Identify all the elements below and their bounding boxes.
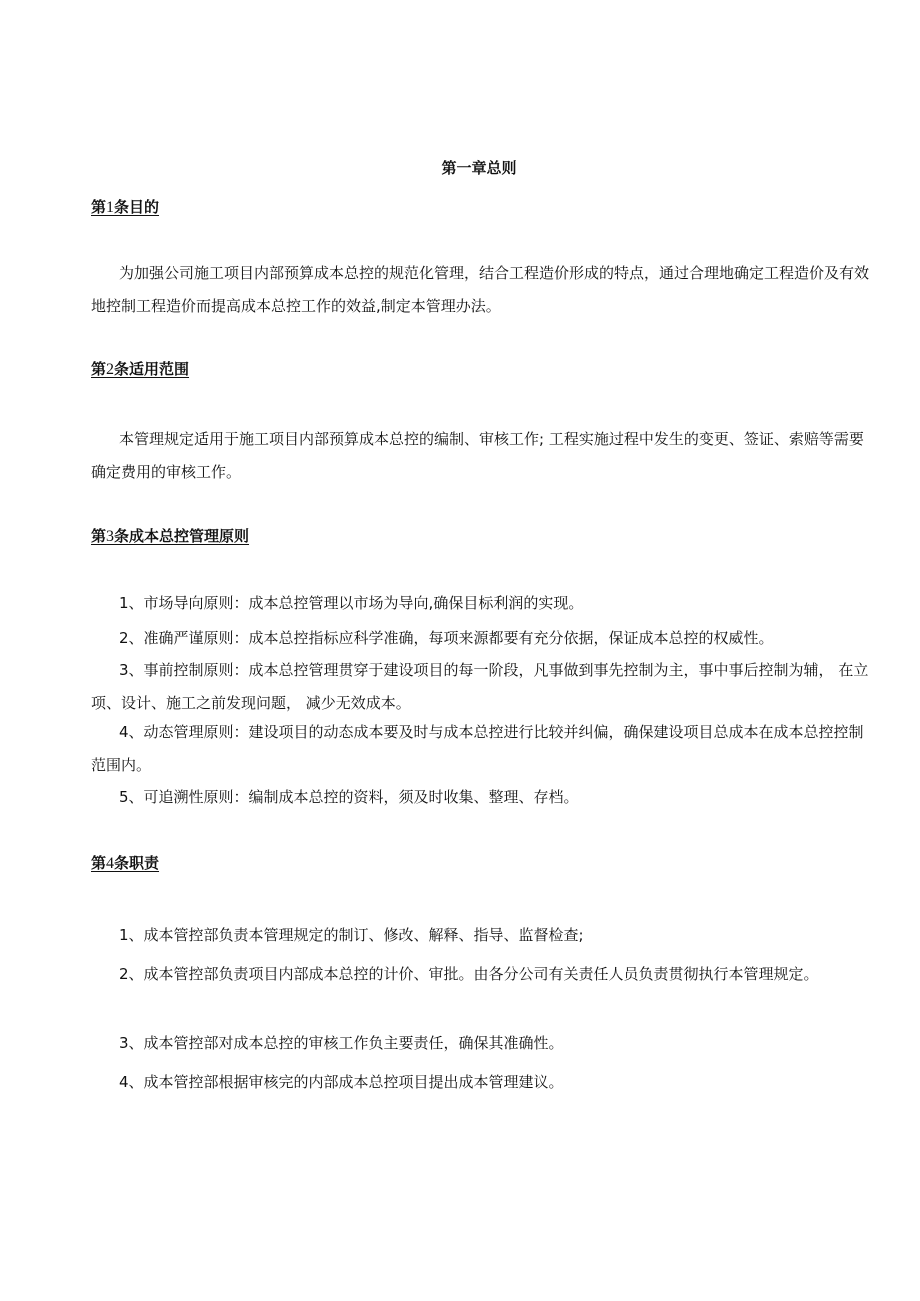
article-3-heading <box>91 525 249 548</box>
article-1-heading <box>91 196 159 219</box>
article-2-paragraph: 本管理规定适用于施工项目内部预算成本总控的编制、审核工作; 工程实施过程中发生的变更、签证、索赔等需要确定费用的审核工作。 <box>91 430 864 481</box>
article-4-item-1: 1、成本管控部负责本管理规定的制订、修改、解释、指导、监督检查; <box>119 926 584 944</box>
article-4-item-2: 2、成本管控部负责项目内部成本总控的计价、审批。由各分公司有关责任人员负责贯彻执行本管理规定。 <box>119 965 819 983</box>
article-3-item-1: 1、市场导向原则：成本总控管理以市场为导向,确保目标利润的实现。 <box>119 594 584 612</box>
article-3-item-3: 3、事前控制原则：成本总控管理贯穿于建设项目的每一阶段，凡事做到事先控制为主，事中事后控制为辅， 在立项、设计、施工之前发现问题， 减少无效成本。 <box>91 661 869 712</box>
article-3-title: 条成本总控管理原则 <box>114 527 250 545</box>
article-3-item-5: 5、可追溯性原则：编制成本总控的资料，须及时收集、整理、存档。 <box>119 788 579 806</box>
article-2-prefix: 第 <box>91 360 107 378</box>
article-3-item-4: 4、动态管理原则：建设项目的动态成本要及时与成本总控进行比较并纠偏，确保建设项目总成本在成本总控控制范围内。 <box>91 723 864 774</box>
article-2-title: 条适用范围 <box>114 360 190 378</box>
article-4-item-4: 4、成本管控部根据审核完的内部成本总控项目提出成本管理建议。 <box>119 1073 564 1091</box>
chapter-title: 第一章总则 <box>441 159 517 177</box>
article-1-paragraph: 为加强公司施工项目内部预算成本总控的规范化管理，结合工程造价形成的特点，通过合理地确定工程造价及有效地控制工程造价而提高成本总控工作的效益,制定本管理办法。 <box>91 264 870 315</box>
article-4-prefix: 第 <box>91 854 107 872</box>
article-1-prefix: 第 <box>91 198 107 216</box>
article-3-prefix: 第 <box>91 527 107 545</box>
article-1-title: 条目的 <box>114 198 160 216</box>
article-3-number: 3 <box>106 528 115 545</box>
article-4-item-3: 3、成本管控部对成本总控的审核工作负主要责任，确保其准确性。 <box>119 1034 564 1052</box>
article-4-number: 4 <box>106 855 115 872</box>
article-2-number: 2 <box>106 361 115 378</box>
article-4-title: 条职责 <box>114 854 160 872</box>
article-1-number: 1 <box>106 199 115 216</box>
article-2-heading <box>91 358 189 381</box>
article-3-item-2: 2、准确严谨原则：成本总控指标应科学准确，每项来源都要有充分依据，保证成本总控的权威性。 <box>119 629 774 647</box>
article-4-heading <box>91 852 159 875</box>
